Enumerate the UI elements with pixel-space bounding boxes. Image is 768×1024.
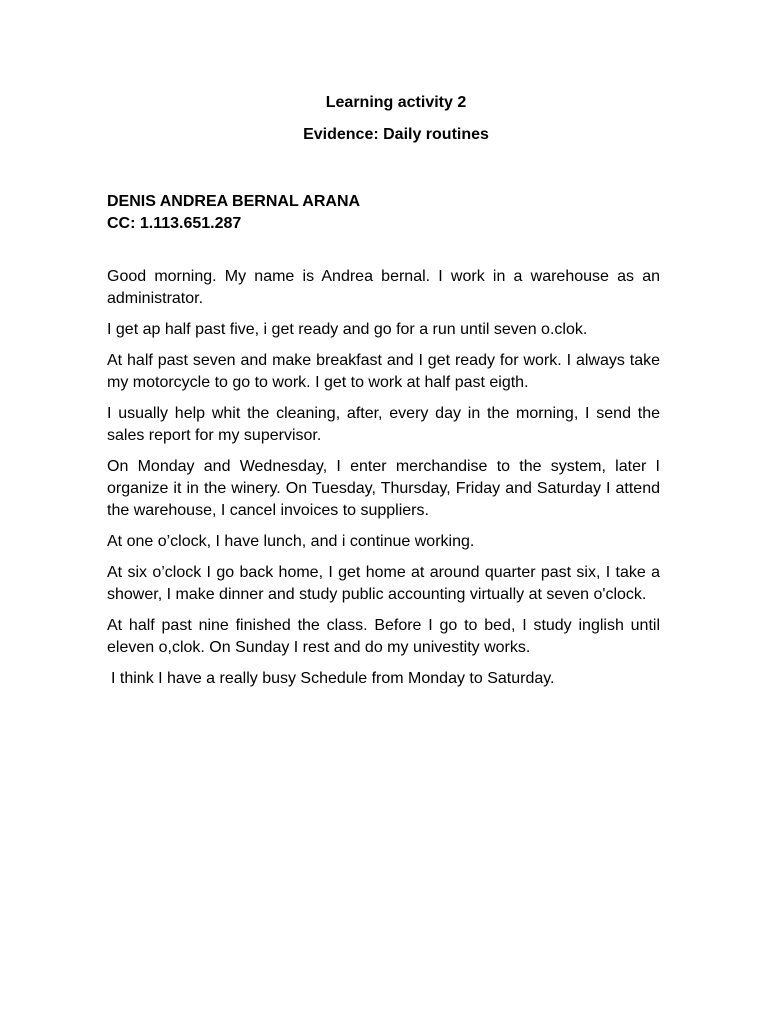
paragraph: Good morning. My name is Andrea bernal. I work in a warehouse as an administrator.	[107, 268, 660, 307]
author-block	[107, 191, 360, 235]
document-title: Learning activity 2	[325, 94, 467, 111]
author-name: DENIS ANDREA BERNAL ARANA	[107, 193, 361, 210]
paragraph: At one o’clock, I have lunch, and i continue working.	[107, 533, 475, 550]
paragraph: At half past nine finished the class. Before I go to bed, I study inglish until eleven o,clok. On Sunday I rest and do my univestity works.	[107, 617, 660, 656]
author-id: CC: 1.113.651.287	[107, 215, 242, 232]
paragraph: At half past seven and make breakfast and I get ready for work. I always take my motorcycle to go to work. I get to work at half past eigth.	[107, 352, 660, 391]
paragraph: I usually help whit the cleaning, after, every day in the morning, I send the sales report for my supervisor.	[107, 405, 660, 444]
paragraph: I get ap half past five, i get ready and go for a run until seven o.clok.	[107, 321, 588, 338]
document-body	[107, 266, 660, 699]
paragraph: On Monday and Wednesday, I enter merchandise to the system, later I organize it in the winery. On Tuesday, Thursday, Friday and Saturday I attend the warehouse, I cancel invoices to suppliers.	[107, 458, 660, 519]
paragraph: I think I have a really busy Schedule from Monday to Saturday.	[111, 670, 555, 687]
paragraph: At six o’clock I go back home, I get home at around quarter past six, I take a shower, I make dinner and study public accounting virtually at seven o'clock.	[107, 564, 660, 603]
document-subtitle: Evidence: Daily routines	[303, 126, 489, 143]
